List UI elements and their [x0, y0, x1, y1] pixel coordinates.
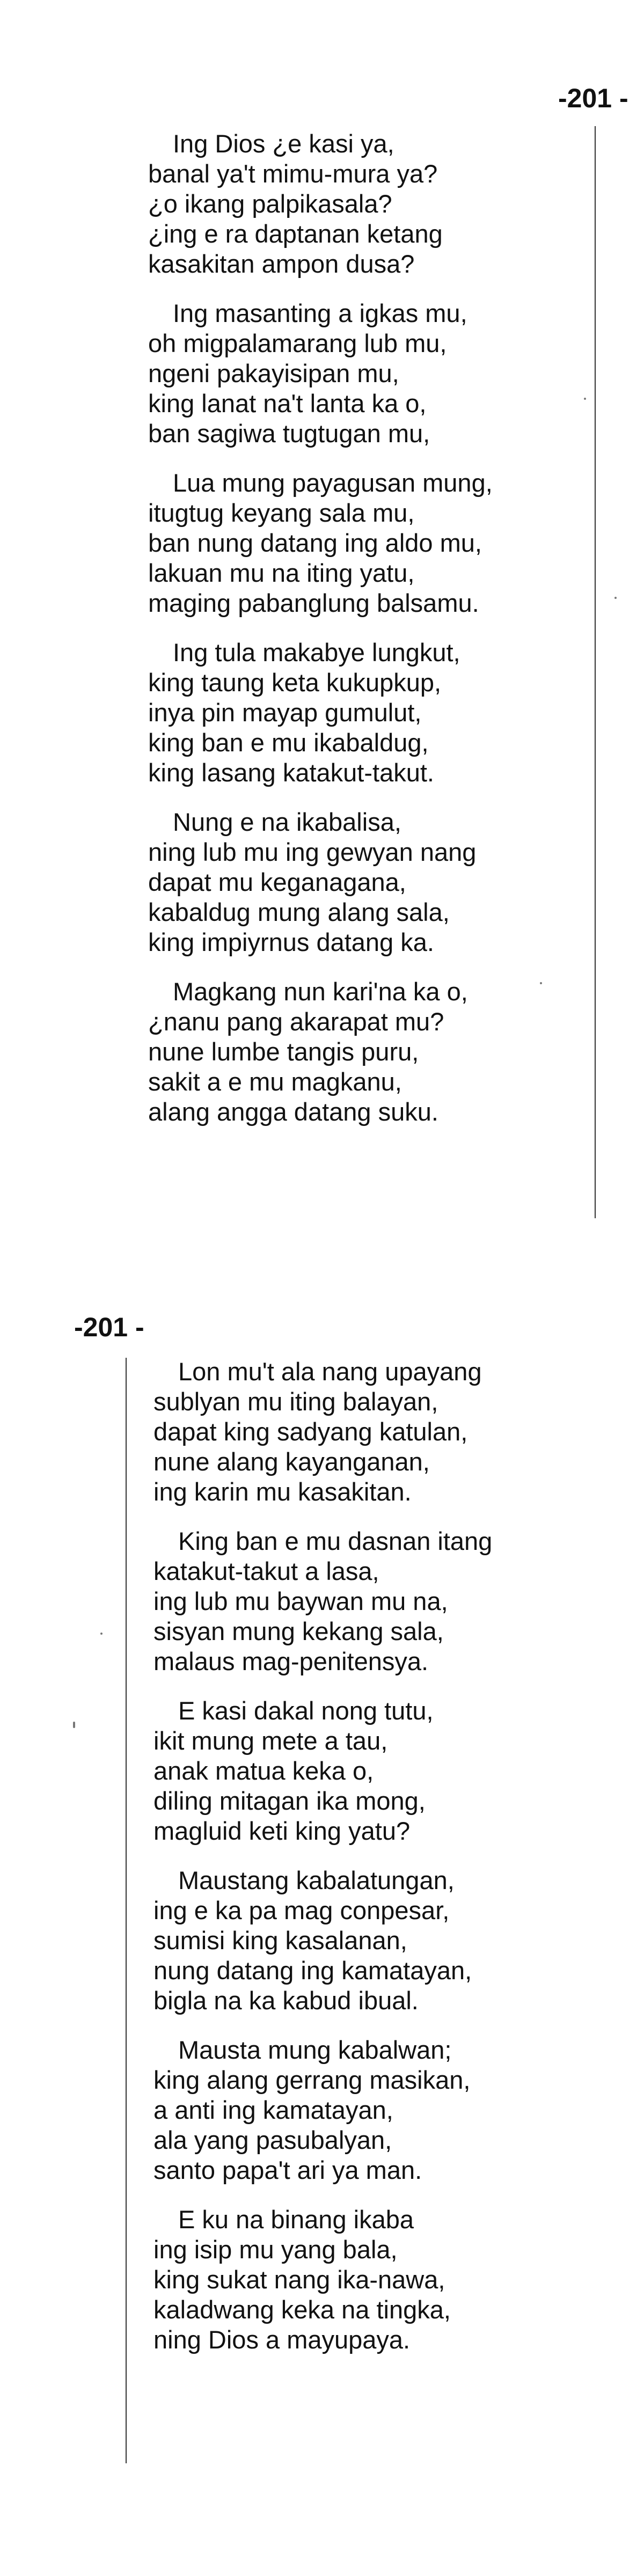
- margin-rule-bottom: [126, 1358, 127, 2463]
- verse-line: banal ya't mimu-mura ya?: [148, 159, 438, 188]
- verse-line: Lon mu't ala nang upayang: [178, 1357, 482, 1386]
- verse-line: sublyan mu iting balayan,: [153, 1387, 438, 1416]
- stanza: [153, 1357, 548, 1507]
- stanza: [153, 2035, 548, 2185]
- verse-line: ala yang pasubalyan,: [153, 2126, 392, 2154]
- verse-line: maging pabanglung balsamu.: [148, 589, 479, 617]
- verse-line: Lua mung payagusan mung,: [173, 469, 493, 497]
- verse-line: E ku na binang ikaba: [178, 2205, 414, 2234]
- verse-line: ning Dios a mayupaya.: [153, 2325, 411, 2354]
- verse-line: king ban e mu ikabaldug,: [148, 728, 429, 757]
- verse-line: ing isip mu yang bala,: [153, 2235, 398, 2264]
- verse-line: ing e ka pa mag conpesar,: [153, 1896, 450, 1924]
- verse-line: katakut-takut a lasa,: [153, 1557, 379, 1585]
- verse-line: kabaldug mung alang sala,: [148, 898, 450, 926]
- stanza: [148, 977, 556, 1127]
- verse-line: ing karin mu kasakitan.: [153, 1477, 412, 1506]
- verse-line: king taung keta kukupkup,: [148, 668, 442, 697]
- stanza: [148, 129, 556, 279]
- scan-speck: [614, 597, 617, 599]
- verse-line: nung datang ing kamatayan,: [153, 1956, 472, 1985]
- page-number-bottom: -201 -: [74, 1312, 144, 1342]
- stanza: [153, 1865, 548, 2016]
- verse-line: sakit a e mu magkanu,: [148, 1067, 402, 1096]
- verse-line: E kasi dakal nong tutu,: [178, 1696, 434, 1725]
- verse-line: King ban e mu dasnan itang: [178, 1527, 493, 1555]
- verse-line: ing lub mu baywan mu na,: [153, 1587, 448, 1615]
- scan-speck: [584, 398, 586, 400]
- verse-line: nune lumbe tangis puru,: [148, 1037, 419, 1066]
- verse-line: Mausta mung kabalwan;: [178, 2036, 452, 2064]
- verse-line: a anti ing kamatayan,: [153, 2096, 393, 2124]
- verse-line: kaladwang keka na tingka,: [153, 2295, 451, 2324]
- verse-line: Maustang kabalatungan,: [178, 1866, 455, 1894]
- stanza: [148, 638, 556, 788]
- verse-line: ¿nanu pang akarapat mu?: [148, 1007, 444, 1036]
- verse-line: magluid keti king yatu?: [153, 1817, 411, 1845]
- verse-line: Nung e na ikabalisa,: [173, 808, 401, 836]
- verse-line: king alang gerrang masikan,: [153, 2066, 471, 2094]
- verse-line: king impiyrnus datang ka.: [148, 928, 434, 956]
- verse-line: lakuan mu na iting yatu,: [148, 559, 415, 587]
- verse-line: ngeni pakayisipan mu,: [148, 359, 399, 387]
- verse-line: Ing Dios ¿e kasi ya,: [173, 129, 394, 158]
- verse-line: malaus mag-penitensya.: [153, 1647, 429, 1675]
- poem-top-section: [148, 129, 556, 1146]
- verse-line: bigla na ka kabud ibual.: [153, 1986, 419, 2015]
- verse-line: santo papa't ari ya man.: [153, 2156, 422, 2184]
- verse-line: anak matua keka o,: [153, 1757, 374, 1785]
- verse-line: ban nung datang ing aldo mu,: [148, 529, 482, 557]
- page-number-top: -201 -: [558, 83, 628, 113]
- stanza: [148, 807, 556, 957]
- verse-line: inya pin mayap gumulut,: [148, 698, 422, 727]
- verse-line: Ing masanting a igkas mu,: [173, 299, 467, 327]
- verse-line: ikit mung mete a tau,: [153, 1726, 388, 1755]
- verse-line: ¿ing e ra daptanan ketang: [148, 219, 443, 248]
- verse-line: kasakitan ampon dusa?: [148, 250, 415, 278]
- verse-line: king sukat nang ika-nawa,: [153, 2265, 445, 2294]
- verse-line: ¿o ikang palpikasala?: [148, 189, 392, 218]
- verse-line: ning lub mu ing gewyan nang: [148, 838, 477, 866]
- verse-line: ban sagiwa tugtugan mu,: [148, 419, 430, 448]
- scan-speck: [100, 1633, 103, 1635]
- verse-line: king lasang katakut-takut.: [148, 758, 434, 787]
- verse-line: itugtug keyang sala mu,: [148, 499, 415, 527]
- verse-line: Ing tula makabye lungkut,: [173, 638, 460, 667]
- stanza: [153, 2205, 548, 2355]
- poem-bottom-section: [153, 1357, 548, 2374]
- verse-line: nune alang kayanganan,: [153, 1447, 430, 1476]
- verse-line: sumisi king kasalanan,: [153, 1926, 407, 1955]
- stanza: [153, 1696, 548, 1846]
- margin-rule-top: [595, 126, 596, 1218]
- verse-line: diling mitagan ika mong,: [153, 1787, 426, 1815]
- verse-line: dapat mu keganagana,: [148, 868, 406, 896]
- verse-line: sisyan mung kekang sala,: [153, 1617, 444, 1645]
- verse-line: dapat king sadyang katulan,: [153, 1417, 468, 1446]
- scan-speck: [73, 1722, 75, 1728]
- stanza: [148, 468, 556, 618]
- stanza: [148, 298, 556, 449]
- scan-speck: [540, 982, 542, 984]
- stanza: [153, 1526, 548, 1677]
- verse-line: king lanat na't lanta ka o,: [148, 389, 427, 418]
- verse-line: Magkang nun kari'na ka o,: [173, 977, 468, 1006]
- verse-line: alang angga datang suku.: [148, 1097, 438, 1126]
- verse-line: oh migpalamarang lub mu,: [148, 329, 447, 357]
